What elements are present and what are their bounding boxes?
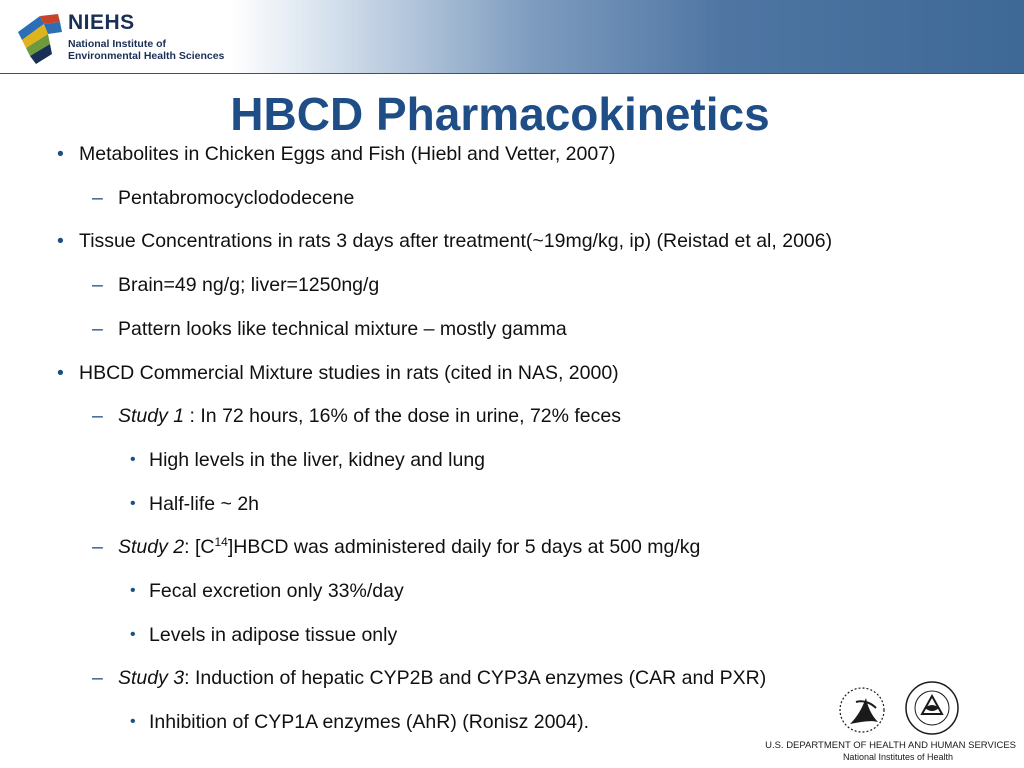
bullet-marker: – (92, 318, 103, 340)
bullet-marker: – (92, 667, 103, 689)
footer-nih-line: National Institutes of Health (842, 752, 953, 762)
bullet-marker: – (92, 187, 103, 209)
study-label: Study 3 (118, 667, 185, 689)
bullet-item (149, 493, 259, 516)
bullet-text: Pattern looks like technical mixture – mostly gamma (118, 318, 567, 340)
study-label: Study 1 (118, 405, 185, 427)
bullet-text: 14 (214, 535, 228, 549)
bullet-text: Levels in adipose tissue only (149, 624, 398, 646)
bullet-marker: • (130, 582, 136, 599)
hhs-seal-icon (840, 688, 884, 732)
bullet-text: High levels in the liver, kidney and lung (149, 449, 486, 471)
bullet-text: ]HBCD was administered daily for 5 days at 500 mg/kg (227, 536, 701, 558)
bullet-marker: • (57, 230, 64, 252)
bullet-text: Inhibition of CYP1A enzymes (AhR) (Ronisz 2004). (149, 711, 590, 733)
bullet-item (118, 274, 379, 297)
bullet-item (118, 187, 354, 210)
bullet-item (79, 362, 619, 385)
bullet-item (149, 580, 404, 603)
bullet-text: Fecal excretion only 33%/day (149, 580, 404, 602)
footer-dept-line: U.S. DEPARTMENT OF HEALTH AND HUMAN SERVICES (765, 740, 1016, 751)
bullet-item (149, 449, 485, 472)
bullet-marker: • (130, 713, 136, 730)
bullet-text: Half-life ~ 2h (149, 493, 260, 515)
nih-seal-icon (906, 682, 958, 734)
bullet-marker: – (92, 274, 103, 296)
slide-title: HBCD Pharmacokinetics (230, 88, 770, 140)
bullet-item (118, 318, 567, 341)
bullet-marker: – (92, 405, 103, 427)
logo-line-1: National Institute of (68, 38, 166, 50)
bullet-text: Pentabromocyclododecene (118, 187, 355, 209)
footer-seals (836, 680, 966, 740)
bullet-marker: • (130, 626, 136, 643)
bullet-text: Tissue Concentrations in rats 3 days after treatment(~19mg/kg, ip) (Reistad et al, 2006) (79, 230, 833, 252)
bullet-text: : In 72 hours, 16% of the dose in urine, 72% feces (184, 405, 621, 427)
bullet-text: : [C (184, 536, 215, 558)
bullet-marker: • (57, 362, 64, 384)
bullet-text: Brain=49 ng/g; liver=1250ng/g (118, 274, 380, 296)
bullet-item (118, 405, 621, 428)
bullet-marker: • (130, 451, 136, 468)
bullet-text: Metabolites in Chicken Eggs and Fish (Hiebl and Vetter, 2007) (79, 143, 616, 165)
logo-line-2: Environmental Health Sciences (68, 50, 225, 62)
study-label: Study 2 (118, 536, 185, 558)
bullet-marker: • (130, 495, 136, 512)
bullet-item (118, 536, 700, 559)
bullet-text: HBCD Commercial Mixture studies in rats (cited in NAS, 2000) (79, 362, 619, 384)
bullet-item (79, 143, 616, 166)
bullet-item (118, 667, 766, 690)
logo-acronym: NIEHS (68, 11, 135, 34)
bullet-marker: – (92, 536, 103, 558)
bullet-item (149, 624, 397, 647)
bullet-item (149, 711, 589, 734)
bullet-text: : Induction of hepatic CYP2B and CYP3A enzymes (CAR and PXR) (184, 667, 767, 689)
bullet-marker: • (57, 143, 64, 165)
bullet-item (79, 230, 832, 253)
